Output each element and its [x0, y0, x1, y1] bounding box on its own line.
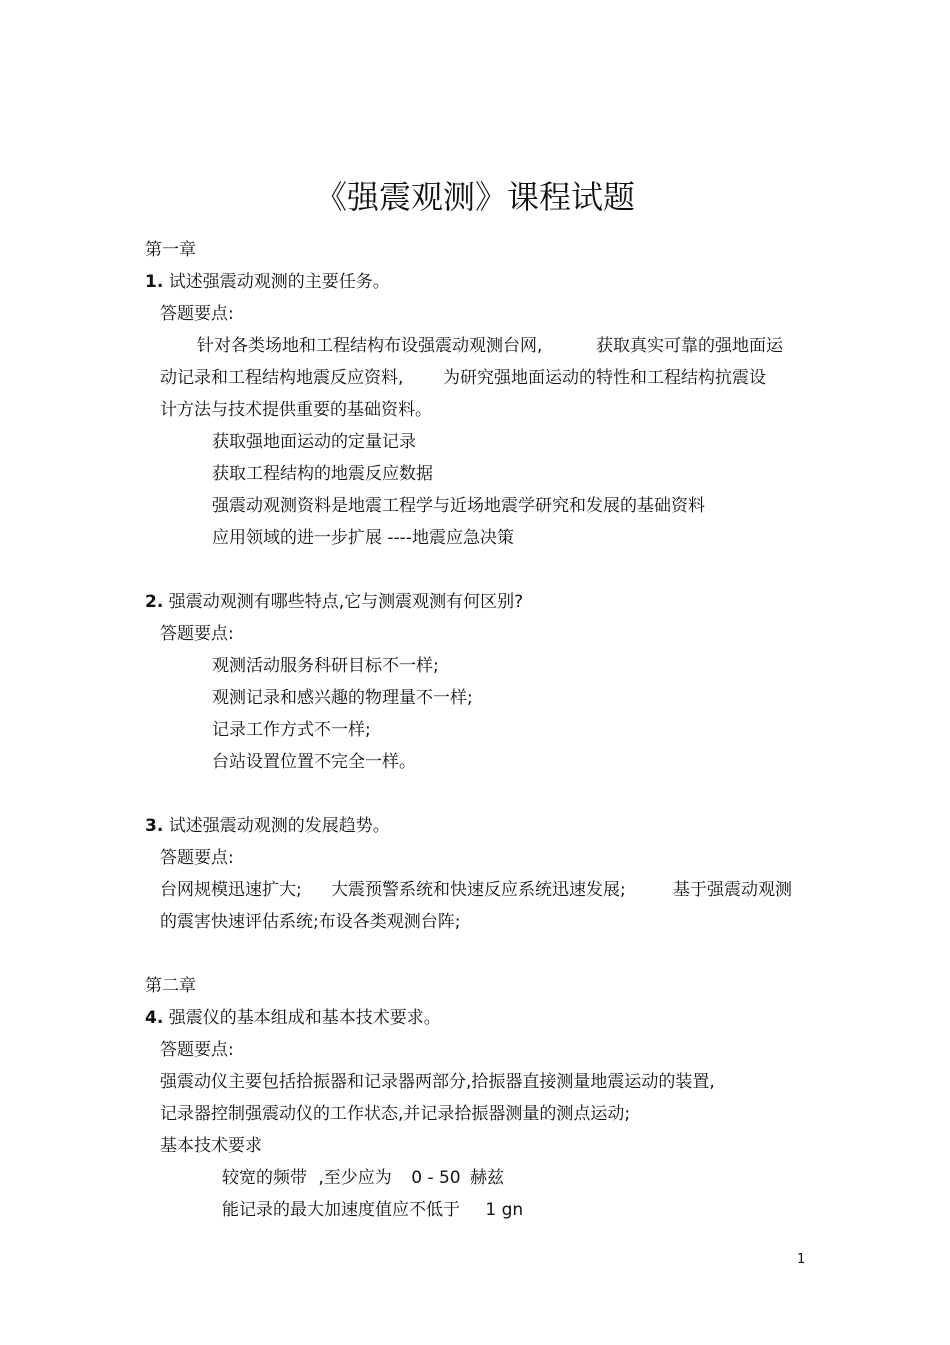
requirement-line: [222, 1200, 523, 1220]
answer-point: 强震动观测资料是地震工程学与近场地震学研究和发展的基础资料: [212, 496, 705, 516]
question-number: 4.: [145, 1008, 164, 1028]
question-4: [145, 1008, 441, 1028]
chapter-heading: 第二章: [145, 976, 196, 996]
question-number: 3.: [145, 816, 164, 836]
answer-point: 台站设置位置不完全一样。: [212, 752, 416, 772]
requirement-text: 能记录的最大加速度值应不低于: [222, 1200, 460, 1220]
answer-line: 强震动仪主要包括拾振器和记录器两部分,拾振器直接测量地震运动的装置,: [160, 1072, 715, 1092]
requirement-value: 1 gn: [485, 1200, 524, 1220]
answer-line: 的震害快速评估系统;布设各类观测台阵;: [160, 912, 461, 932]
answer-paragraph-line: 动记录和工程结构地震反应资料,: [160, 368, 404, 388]
answer-paragraph-line: 针对各类场地和工程结构布设强震动观测台网,: [197, 336, 543, 356]
question-text: 强震仪的基本组成和基本技术要求。: [168, 1008, 441, 1028]
answer-line: 记录器控制强震动仪的工作状态,并记录拾振器测量的测点运动;: [160, 1104, 631, 1124]
requirement-text: 较宽的频带: [222, 1168, 307, 1188]
answer-line: 大震预警系统和快速反应系统迅速发展;: [331, 880, 626, 900]
question-text: 试述强震动观测的发展趋势。: [168, 816, 390, 836]
answer-point: 观测记录和感兴趣的物理量不一样;: [212, 688, 473, 708]
question-2: [145, 592, 523, 612]
answer-point: 获取强地面运动的定量记录: [212, 432, 416, 452]
requirements-label: 基本技术要求: [160, 1136, 262, 1156]
requirement-line: [222, 1168, 504, 1188]
requirement-text: ,至少应为: [318, 1168, 392, 1188]
page-number: 1: [797, 1252, 806, 1267]
answer-paragraph-line: 获取真实可靠的强地面运: [596, 336, 783, 356]
answer-label: 答题要点:: [160, 624, 234, 644]
question-text: 试述强震动观测的主要任务。: [168, 272, 390, 292]
question-3: [145, 816, 390, 836]
answer-point: 应用领域的进一步扩展 ----地震应急决策: [212, 528, 514, 548]
answer-label: 答题要点:: [160, 848, 234, 868]
question-number: 1.: [145, 272, 164, 292]
answer-point: 记录工作方式不一样;: [212, 720, 371, 740]
requirement-unit: 赫兹: [470, 1168, 505, 1188]
answer-point: 获取工程结构的地震反应数据: [212, 464, 433, 484]
question-text: 强震动观测有哪些特点,它与测震观测有何区别?: [168, 592, 524, 612]
question-number: 2.: [145, 592, 164, 612]
answer-line: 基于强震动观测: [673, 880, 792, 900]
requirement-value: 0 - 50: [411, 1168, 461, 1188]
answer-label: 答题要点:: [160, 1040, 234, 1060]
answer-paragraph-line: 为研究强地面运动的特性和工程结构抗震设: [443, 368, 766, 388]
answer-label: 答题要点:: [160, 304, 234, 324]
answer-paragraph-line: 计方法与技术提供重要的基础资料。: [160, 400, 432, 420]
answer-line: 台网规模迅速扩大;: [160, 880, 302, 900]
page-title: 《强震观测》课程试题: [314, 178, 635, 217]
answer-point: 观测活动服务科研目标不一样;: [212, 656, 439, 676]
question-1: [145, 272, 390, 292]
chapter-heading: 第一章: [145, 240, 196, 260]
